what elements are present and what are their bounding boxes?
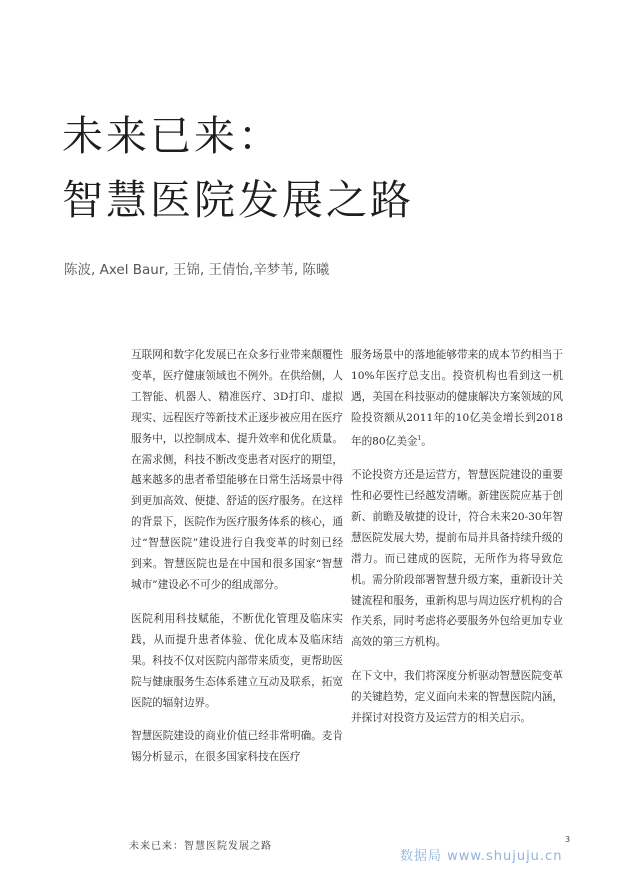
running-footer-title: 未来已来：智慧医院发展之路 bbox=[129, 841, 272, 852]
document-title bbox=[62, 104, 414, 232]
paragraph-text: 服务场景中的落地能够带来的成本节约相当于10%年医疗总支出。投资机构也看到这一机遇，美国在科技驱动的健康解决方案领域的风险投资额从2011年的10亿美金增长到2018年的80亿美金 bbox=[351, 349, 563, 448]
body-paragraph: 智慧医院建设的商业价值已经非常明确。麦肯锡分析显示，在很多国家科技在医疗 bbox=[131, 730, 343, 764]
body-paragraph bbox=[351, 345, 563, 452]
body-column-left bbox=[131, 345, 343, 781]
footnote-marker[interactable]: 1 bbox=[417, 434, 422, 442]
body-column-right bbox=[351, 345, 563, 742]
watermark: 数据局 www.shujuju.cn bbox=[400, 849, 563, 864]
author-list: 陈波, Axel Baur, 王锦, 王倩怡,辛梦苇, 陈曦 bbox=[64, 262, 330, 278]
paragraph-end: 。 bbox=[421, 435, 432, 448]
body-paragraph: 互联网和数字化发展已在众多行业带来颠覆性变革，医疗健康领域也不例外。在供给侧，人工智能、机器人、精准医疗、3D打印、虚拟现实、远程医疗等新技术正逐步被应用在医疗服务中，以控制成本、提升效率和优化质量。在需求侧，科技不断改变患者对医疗的期望，越来越多的患者希望能够在日常生活场景中得到更加高效、便捷、舒适的医疗服务。在这样的背景下，医院作为医疗服务体系的核心，通过“智慧医院”建设进行自我变革的时刻已经到来。智慧医院也是在中国和很多国家“智慧城市”建设必不可少的组成部分。 bbox=[131, 349, 343, 591]
title-line-2: 智慧医院发展之路 bbox=[62, 176, 414, 224]
body-paragraph: 医院利用科技赋能，不断优化管理及临床实践，从而提升患者体验、优化成本及临床结果。科技不仅对医院内部带来质变，更帮助医院与健康服务生态体系建立互动及联系，拓宽医院的辐射边界。 bbox=[131, 612, 343, 709]
body-paragraph: 不论投资方还是运营方，智慧医院建设的重要性和必要性已经越发清晰。新建医院应基于创新、前瞻及敏捷的设计，符合未来20-30年智慧医院发展大势，提前布局并具备持续升级的潜力。而已建成的医院，无所作为将导致危机。需分阶段部署智慧升级方案，重新设计关键流程和服务，重新构思与周边医疗机构的合作关系，同时考虑将必要服务外包给更加专业高效的第三方机构。 bbox=[351, 469, 563, 649]
page-number: 3 bbox=[565, 835, 571, 844]
title-line-1: 未来已来： bbox=[62, 112, 282, 160]
body-paragraph: 在下文中，我们将深度分析驱动智慧医院变革的关键趋势，定义面向未来的智慧医院内涵，并探讨对投资方及运营方的相关启示。 bbox=[351, 670, 563, 725]
